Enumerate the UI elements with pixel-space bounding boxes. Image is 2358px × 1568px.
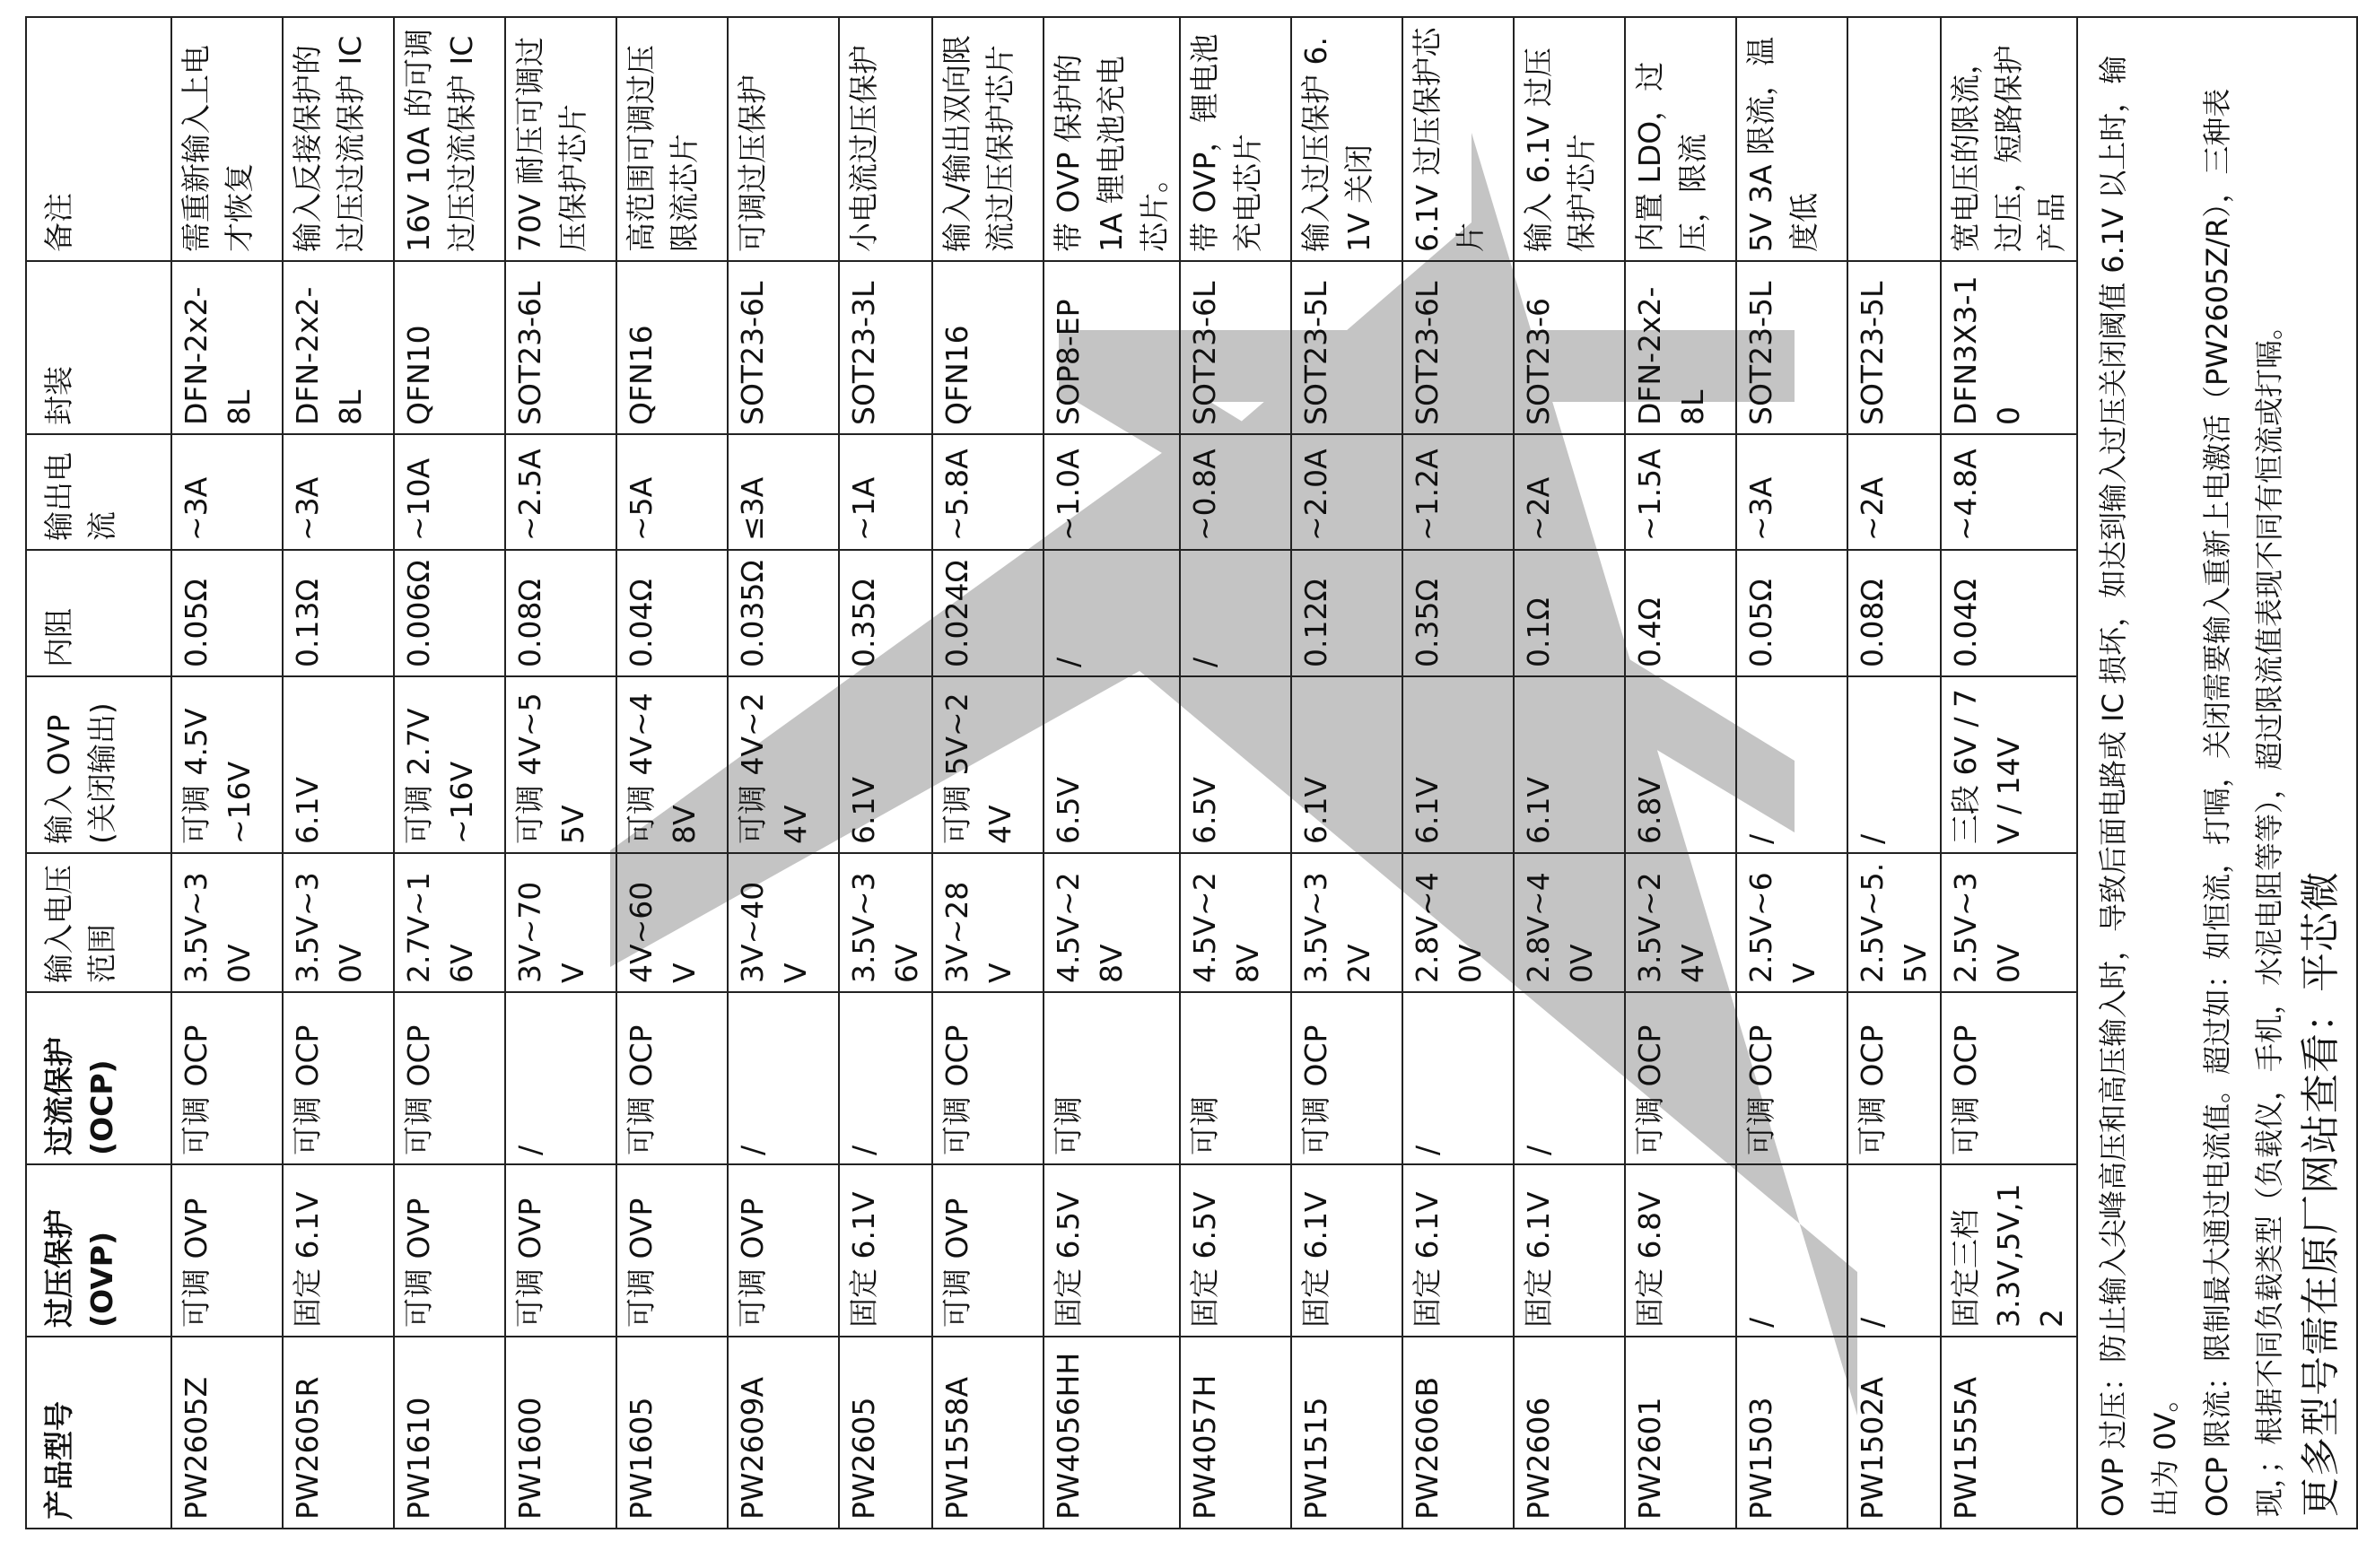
cell-resistance: 0.1Ω xyxy=(1514,550,1625,676)
cell-model: PW2601 xyxy=(1625,1337,1736,1529)
header-package: 封装 xyxy=(26,261,171,434)
table-row xyxy=(283,17,394,1529)
cell-ocp: 可调 OCP xyxy=(1625,992,1736,1164)
cell-model: PW1502A xyxy=(1847,1337,1941,1529)
cell-output-current: ~1.5A xyxy=(1625,434,1736,550)
cell-ovp: 固定 6.8V xyxy=(1625,1164,1736,1337)
cell-ocp: / xyxy=(1514,992,1625,1164)
cell-resistance: / xyxy=(1044,550,1180,676)
cell-model: PW1503 xyxy=(1736,1337,1847,1529)
product-table xyxy=(25,16,2358,1529)
cell-input-ovp: 6.1V xyxy=(283,676,394,853)
cell-input-range: 4.5V~28V xyxy=(1180,853,1291,992)
cell-package: DFN3X3-10 xyxy=(1941,261,2077,434)
cell-ovp: 固定 6.5V xyxy=(1044,1164,1180,1337)
table-row xyxy=(1291,17,1402,1529)
cell-input-range: 3.5V~36V xyxy=(839,853,932,992)
cell-remarks: 带 OVP 保护的 1A 锂电池充电芯片。 xyxy=(1044,17,1180,261)
ocp-note: OCP 限流：限制最大通过电流值。超过如：如恒流，打嗝，关闭需要输入重新上电激活（PW2605Z/R），三种表现，；根据不同负载类型（负载仪，手机，水泥电阻等等），超过限流值表现不同有恒流或打嗝。 xyxy=(2200,88,2286,1517)
cell-ocp: 可调 OCP xyxy=(1291,992,1402,1164)
cell-input-ovp: / xyxy=(1847,676,1941,853)
cell-remarks: 带 OVP，锂电池充电芯片 xyxy=(1180,17,1291,261)
cell-model: PW1515 xyxy=(1291,1337,1402,1529)
cell-model: PW1555A xyxy=(1941,1337,2077,1529)
cell-model: PW2606 xyxy=(1514,1337,1625,1529)
cell-input-ovp: 6.1V xyxy=(839,676,932,853)
cell-output-current: ~5A xyxy=(616,434,728,550)
cell-ovp: 可调 OVP xyxy=(616,1164,728,1337)
cell-input-ovp: 6.8V xyxy=(1625,676,1736,853)
cell-package: SOT23-6L xyxy=(1180,261,1291,434)
cell-remarks: 宽电压的限流，过压，短路保护产品 xyxy=(1941,17,2077,261)
table-row xyxy=(616,17,728,1529)
table-row xyxy=(1941,17,2077,1529)
cell-input-ovp: 三段 6V / 7V / 14V xyxy=(1941,676,2077,853)
cell-output-current: ~1A xyxy=(839,434,932,550)
cell-ocp: 可调 OCP xyxy=(616,992,728,1164)
cell-package: QFN16 xyxy=(616,261,728,434)
cell-input-ovp: 6.5V xyxy=(1044,676,1180,853)
cell-resistance: 0.006Ω xyxy=(394,550,505,676)
cell-output-current: ~1.0A xyxy=(1044,434,1180,550)
table-row xyxy=(394,17,505,1529)
cell-ocp: / xyxy=(1402,992,1514,1164)
cell-input-ovp: 可调 4V~48V xyxy=(616,676,728,853)
cell-resistance: 0.13Ω xyxy=(283,550,394,676)
cell-package: SOP8-EP xyxy=(1044,261,1180,434)
cell-output-current: ~10A xyxy=(394,434,505,550)
cell-remarks: 输入 6.1V 过压保护芯片 xyxy=(1514,17,1625,261)
ovp-note: OVP 过压：防止输入尖峰高压和高压输入时，导致后面电路或 IC 损坏，如达到输入过压关闭阈值 6.1V 以上时，输出为 0V。 xyxy=(2096,55,2182,1517)
cell-output-current: ~4.8A xyxy=(1941,434,2077,550)
cell-input-range: 3V~28V xyxy=(932,853,1044,992)
cell-output-current: ~5.8A xyxy=(932,434,1044,550)
cell-model: PW1600 xyxy=(505,1337,616,1529)
cell-resistance: 0.08Ω xyxy=(1847,550,1941,676)
cell-input-range: 3.5V~32V xyxy=(1291,853,1402,992)
cell-ovp: / xyxy=(1736,1164,1847,1337)
cell-resistance: 0.04Ω xyxy=(1941,550,2077,676)
table-row xyxy=(1180,17,1291,1529)
table-row xyxy=(839,17,932,1529)
cell-input-range: 3.5V~30V xyxy=(171,853,283,992)
cell-input-range: 4.5V~28V xyxy=(1044,853,1180,992)
cell-package: SOT23-6L xyxy=(728,261,839,434)
cell-input-ovp: 可调 4.5V~16V xyxy=(171,676,283,853)
cell-input-ovp: 6.5V xyxy=(1180,676,1291,853)
table-header-row xyxy=(26,17,171,1529)
cell-ovp: 固定 6.1V xyxy=(1402,1164,1514,1337)
cell-input-ovp: 可调 4V~24V xyxy=(728,676,839,853)
cell-ovp: 固定 6.1V xyxy=(283,1164,394,1337)
cell-input-ovp: 6.1V xyxy=(1291,676,1402,853)
cell-ocp: 可调 OCP xyxy=(394,992,505,1164)
header-ocp: 过流保护(OCP) xyxy=(26,992,171,1164)
cell-package: SOT23-6L xyxy=(1402,261,1514,434)
cell-input-range: 2.5V~30V xyxy=(1941,853,2077,992)
cell-ocp: 可调 OCP xyxy=(171,992,283,1164)
cell-ocp: 可调 OCP xyxy=(932,992,1044,1164)
cell-resistance: 0.4Ω xyxy=(1625,550,1736,676)
cell-ocp: / xyxy=(505,992,616,1164)
cell-model: PW2606B xyxy=(1402,1337,1514,1529)
cell-remarks: 需重新输入上电才恢复 xyxy=(171,17,283,261)
cell-output-current: ~2.0A xyxy=(1291,434,1402,550)
cell-remarks: 70V 耐压可调过压保护芯片 xyxy=(505,17,616,261)
table-row xyxy=(1514,17,1625,1529)
table-row xyxy=(1044,17,1180,1529)
cell-model: PW1605 xyxy=(616,1337,728,1529)
cell-input-range: 3.5V~30V xyxy=(283,853,394,992)
cell-input-ovp: / xyxy=(1736,676,1847,853)
cell-package: SOT23-5L xyxy=(1291,261,1402,434)
cell-package: SOT23-6 xyxy=(1514,261,1625,434)
cell-output-current: ~1.2A xyxy=(1402,434,1514,550)
cell-input-range: 2.8V~40V xyxy=(1514,853,1625,992)
table-row xyxy=(1402,17,1514,1529)
cell-ocp: 可调 xyxy=(1180,992,1291,1164)
cell-remarks: 输入反接保护的过压过流保护 IC xyxy=(283,17,394,261)
cell-ovp: 固定 6.5V xyxy=(1180,1164,1291,1337)
header-input-range: 输入电压范围 xyxy=(26,853,171,992)
cell-output-current: ~0.8A xyxy=(1180,434,1291,550)
table-row xyxy=(1625,17,1736,1529)
cell-ovp: 可调 OVP xyxy=(171,1164,283,1337)
cell-model: PW1610 xyxy=(394,1337,505,1529)
cell-ovp: 固定 6.1V xyxy=(1514,1164,1625,1337)
cell-remarks: 输入/输出双向限流过压保护芯片 xyxy=(932,17,1044,261)
cell-ocp: 可调 OCP xyxy=(1941,992,2077,1164)
table-row xyxy=(171,17,283,1529)
cell-package: SOT23-3L xyxy=(839,261,932,434)
header-output-current: 输出电流 xyxy=(26,434,171,550)
cell-remarks: 5V 3A 限流，温度低 xyxy=(1736,17,1847,261)
cell-remarks: 6.1V 过压保护芯片 xyxy=(1402,17,1514,261)
cell-output-current: ~3A xyxy=(283,434,394,550)
cell-package: SOT23-5L xyxy=(1736,261,1847,434)
header-model: 产品型号 xyxy=(26,1337,171,1529)
cell-output-current: ~3A xyxy=(171,434,283,550)
cell-model: PW1558A xyxy=(932,1337,1044,1529)
more-models-note: 更多型号需在原厂网站查看：平芯微 xyxy=(2298,871,2344,1517)
cell-package: QFN10 xyxy=(394,261,505,434)
cell-ocp: 可调 OCP xyxy=(1736,992,1847,1164)
table-row xyxy=(1736,17,1847,1529)
header-ovp: 过压保护(OVP) xyxy=(26,1164,171,1337)
cell-ovp: 可调 OVP xyxy=(505,1164,616,1337)
cell-input-range: 4V~60V xyxy=(616,853,728,992)
cell-package: DFN-2x2-8L xyxy=(1625,261,1736,434)
cell-remarks: 高范围可调过压限流芯片 xyxy=(616,17,728,261)
cell-ocp: 可调 OCP xyxy=(1847,992,1941,1164)
cell-remarks: 16V 10A 的可调过压过流保护 IC xyxy=(394,17,505,261)
cell-ovp: 可调 OVP xyxy=(728,1164,839,1337)
cell-ocp: / xyxy=(839,992,932,1164)
cell-remarks: 输入过压保护 6.1V 关闭 xyxy=(1291,17,1402,261)
cell-model: PW2605R xyxy=(283,1337,394,1529)
cell-input-range: 3V~70V xyxy=(505,853,616,992)
cell-package: SOT23-5L xyxy=(1847,261,1941,434)
cell-resistance: 0.04Ω xyxy=(616,550,728,676)
cell-remarks: 小电流过压保护 xyxy=(839,17,932,261)
cell-ocp: / xyxy=(728,992,839,1164)
cell-output-current: ~3A xyxy=(1736,434,1847,550)
cell-model: PW4056HH xyxy=(1044,1337,1180,1529)
cell-model: PW2609A xyxy=(728,1337,839,1529)
cell-package: QFN16 xyxy=(932,261,1044,434)
cell-ovp: 可调 OVP xyxy=(394,1164,505,1337)
cell-input-range: 3.5V~24V xyxy=(1625,853,1736,992)
cell-input-ovp: 6.1V xyxy=(1402,676,1514,853)
cell-remarks: 内置 LDO，过压，限流 xyxy=(1625,17,1736,261)
cell-model: PW2605Z xyxy=(171,1337,283,1529)
cell-remarks: 可调过压保护 xyxy=(728,17,839,261)
notes-row xyxy=(2077,17,2357,1529)
cell-input-ovp: 可调 5V~24V xyxy=(932,676,1044,853)
cell-input-range: 2.7V~16V xyxy=(394,853,505,992)
cell-input-range: 2.8V~40V xyxy=(1402,853,1514,992)
table-row xyxy=(505,17,616,1529)
cell-resistance: 0.024Ω xyxy=(932,550,1044,676)
header-input-ovp: 输入 OVP(关闭输出) xyxy=(26,676,171,853)
cell-ovp: 固定 6.1V xyxy=(1291,1164,1402,1337)
cell-ovp: 固定三档 3.3V,5V,12 xyxy=(1941,1164,2077,1337)
cell-resistance: 0.35Ω xyxy=(1402,550,1514,676)
cell-package: DFN-2x2-8L xyxy=(283,261,394,434)
table-row xyxy=(932,17,1044,1529)
cell-input-range: 2.5V~5.5V xyxy=(1847,853,1941,992)
cell-resistance: 0.35Ω xyxy=(839,550,932,676)
cell-output-current: ~2A xyxy=(1847,434,1941,550)
cell-input-range: 2.5V~6V xyxy=(1736,853,1847,992)
header-remarks: 备注 xyxy=(26,17,171,261)
table-row xyxy=(1847,17,1941,1529)
cell-resistance: 0.12Ω xyxy=(1291,550,1402,676)
cell-input-ovp: 可调 2.7V~16V xyxy=(394,676,505,853)
notes-cell xyxy=(2077,17,2357,1529)
cell-ovp: 可调 OVP xyxy=(932,1164,1044,1337)
cell-resistance: / xyxy=(1180,550,1291,676)
cell-input-ovp: 可调 4V~55V xyxy=(505,676,616,853)
cell-input-ovp: 6.1V xyxy=(1514,676,1625,853)
cell-output-current: ~2.5A xyxy=(505,434,616,550)
cell-ovp: 固定 6.1V xyxy=(839,1164,932,1337)
cell-model: PW2605 xyxy=(839,1337,932,1529)
cell-ovp: / xyxy=(1847,1164,1941,1337)
header-resistance: 内阻 xyxy=(26,550,171,676)
cell-input-range: 3V~40V xyxy=(728,853,839,992)
cell-remarks xyxy=(1847,17,1941,261)
cell-resistance: 0.035Ω xyxy=(728,550,839,676)
cell-resistance: 0.05Ω xyxy=(171,550,283,676)
cell-output-current: ~2A xyxy=(1514,434,1625,550)
cell-package: SOT23-6L xyxy=(505,261,616,434)
cell-output-current: ≤3A xyxy=(728,434,839,550)
cell-resistance: 0.05Ω xyxy=(1736,550,1847,676)
cell-ocp: 可调 xyxy=(1044,992,1180,1164)
cell-package: DFN-2x2-8L xyxy=(171,261,283,434)
cell-resistance: 0.08Ω xyxy=(505,550,616,676)
table-row xyxy=(728,17,839,1529)
cell-ocp: 可调 OCP xyxy=(283,992,394,1164)
cell-model: PW4057H xyxy=(1180,1337,1291,1529)
